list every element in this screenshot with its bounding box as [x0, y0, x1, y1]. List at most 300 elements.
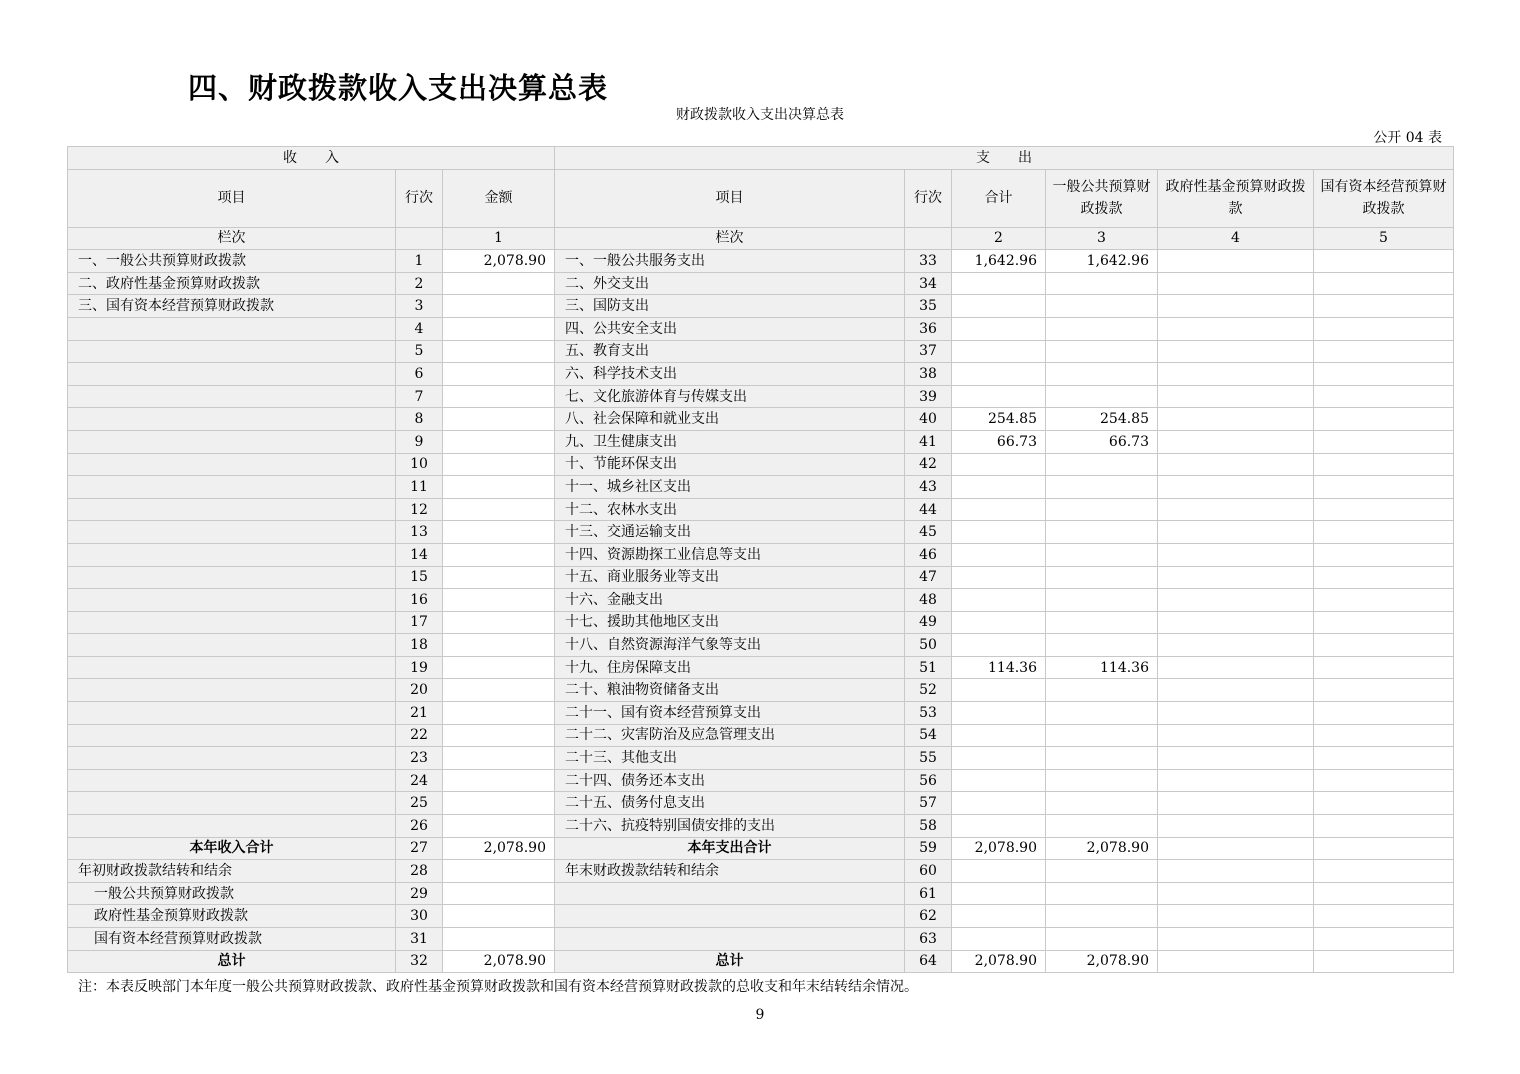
- total-amount: [952, 747, 1046, 770]
- total-amount: 2,078.90: [952, 950, 1046, 973]
- total-amount: [952, 882, 1046, 905]
- expense-item-header: 项目: [555, 169, 905, 227]
- state-capital-amount: [1314, 250, 1454, 273]
- income-item: [68, 589, 396, 612]
- fund-budget-amount: [1158, 860, 1314, 883]
- table-row: [68, 702, 1454, 725]
- general-budget-header: 一般公共预算财政拨款: [1046, 169, 1158, 227]
- general-budget-amount: [1046, 385, 1158, 408]
- income-row-no: 11: [396, 476, 443, 499]
- income-item: [68, 634, 396, 657]
- state-capital-amount: [1314, 589, 1454, 612]
- col-num-blank: [396, 227, 443, 250]
- fund-budget-amount: [1158, 385, 1314, 408]
- income-item: [68, 543, 396, 566]
- general-budget-amount: 2,078.90: [1046, 837, 1158, 860]
- fund-budget-amount: [1158, 340, 1314, 363]
- income-row-no: 5: [396, 340, 443, 363]
- total-amount: 254.85: [952, 408, 1046, 431]
- total-amount: [952, 634, 1046, 657]
- expense-row-no: 38: [905, 363, 952, 386]
- expense-row-no: 42: [905, 453, 952, 476]
- total-header: 合计: [952, 169, 1046, 227]
- income-item: [68, 385, 396, 408]
- expense-row-no: 58: [905, 815, 952, 838]
- income-header: 收 入: [68, 147, 555, 170]
- total-amount: [952, 476, 1046, 499]
- expense-item: 一、一般公共服务支出: [555, 250, 905, 273]
- expense-row-no: 59: [905, 837, 952, 860]
- income-item: [68, 679, 396, 702]
- table-row: [68, 363, 1454, 386]
- income-item: [68, 656, 396, 679]
- state-capital-amount: [1314, 950, 1454, 973]
- expense-row-no: 51: [905, 656, 952, 679]
- expense-item: 十四、资源勘探工业信息等支出: [555, 543, 905, 566]
- table-row: [68, 656, 1454, 679]
- expense-item: 二十四、债务还本支出: [555, 769, 905, 792]
- expense-row-no: 53: [905, 702, 952, 725]
- total-amount: [952, 815, 1046, 838]
- state-capital-amount: [1314, 272, 1454, 295]
- fund-budget-amount: [1158, 905, 1314, 928]
- total-amount: [952, 317, 1046, 340]
- col-label-income: 栏次: [68, 227, 396, 250]
- fund-budget-amount: [1158, 950, 1314, 973]
- fund-budget-amount: [1158, 476, 1314, 499]
- state-capital-amount: [1314, 792, 1454, 815]
- state-capital-amount: [1314, 815, 1454, 838]
- table-row: [68, 340, 1454, 363]
- expense-row-no: 34: [905, 272, 952, 295]
- expense-row-no: 63: [905, 928, 952, 951]
- general-budget-amount: [1046, 815, 1158, 838]
- total-amount: [952, 566, 1046, 589]
- total-amount: [952, 792, 1046, 815]
- general-budget-amount: 114.36: [1046, 656, 1158, 679]
- total-amount: [952, 521, 1046, 544]
- table-row: [68, 272, 1454, 295]
- col-num-1: 1: [443, 227, 555, 250]
- fund-budget-amount: [1158, 453, 1314, 476]
- general-budget-amount: [1046, 679, 1158, 702]
- table-row: [68, 498, 1454, 521]
- income-row-no: 10: [396, 453, 443, 476]
- general-budget-amount: [1046, 611, 1158, 634]
- general-budget-amount: 254.85: [1046, 408, 1158, 431]
- expense-item: [555, 905, 905, 928]
- expense-row-no: 64: [905, 950, 952, 973]
- general-budget-amount: [1046, 363, 1158, 386]
- table-row: [68, 543, 1454, 566]
- fund-budget-amount: [1158, 656, 1314, 679]
- expense-row-no: 45: [905, 521, 952, 544]
- fund-budget-amount: [1158, 430, 1314, 453]
- table-row: [68, 815, 1454, 838]
- income-amount: [443, 476, 555, 499]
- income-row-no: 15: [396, 566, 443, 589]
- income-amount: [443, 589, 555, 612]
- income-item: [68, 317, 396, 340]
- income-amount: [443, 317, 555, 340]
- state-capital-amount: [1314, 747, 1454, 770]
- table-row: [68, 769, 1454, 792]
- general-budget-amount: [1046, 860, 1158, 883]
- income-item: [68, 815, 396, 838]
- total-amount: [952, 340, 1046, 363]
- table-row: [68, 385, 1454, 408]
- expense-item: 二十三、其他支出: [555, 747, 905, 770]
- expense-row-no: 54: [905, 724, 952, 747]
- income-amount: 2,078.90: [443, 950, 555, 973]
- total-amount: [952, 589, 1046, 612]
- income-row-no: 21: [396, 702, 443, 725]
- income-row-no: 20: [396, 679, 443, 702]
- income-amount: [443, 815, 555, 838]
- income-amount: [443, 724, 555, 747]
- expense-item: 二十五、债务付息支出: [555, 792, 905, 815]
- expense-item: 三、国防支出: [555, 295, 905, 318]
- col-label-expense: 栏次: [555, 227, 905, 250]
- income-item: [68, 521, 396, 544]
- general-budget-amount: 2,078.90: [1046, 950, 1158, 973]
- expense-row-no: 52: [905, 679, 952, 702]
- income-item: 年初财政拨款结转和结余: [68, 860, 396, 883]
- income-row-no: 16: [396, 589, 443, 612]
- expense-item: 二十、粮油物资储备支出: [555, 679, 905, 702]
- fund-budget-amount: [1158, 611, 1314, 634]
- income-item: 国有资本经营预算财政拨款: [68, 928, 396, 951]
- total-amount: [952, 702, 1046, 725]
- expense-row-no: 47: [905, 566, 952, 589]
- total-amount: [952, 453, 1046, 476]
- state-capital-amount: [1314, 476, 1454, 499]
- general-budget-amount: [1046, 272, 1158, 295]
- page-number: 9: [755, 1007, 765, 1023]
- general-budget-amount: [1046, 340, 1158, 363]
- expense-item: 十、节能环保支出: [555, 453, 905, 476]
- general-budget-amount: [1046, 747, 1158, 770]
- general-budget-amount: [1046, 792, 1158, 815]
- income-item: [68, 453, 396, 476]
- general-budget-amount: [1046, 769, 1158, 792]
- expense-item: 九、卫生健康支出: [555, 430, 905, 453]
- income-row-no: 18: [396, 634, 443, 657]
- expense-item: 十五、商业服务业等支出: [555, 566, 905, 589]
- table-row: [68, 476, 1454, 499]
- income-item: [68, 747, 396, 770]
- income-row-no: 23: [396, 747, 443, 770]
- income-row-no: 17: [396, 611, 443, 634]
- expense-row-no: 43: [905, 476, 952, 499]
- income-item: 二、政府性基金预算财政拨款: [68, 272, 396, 295]
- total-amount: [952, 769, 1046, 792]
- general-budget-amount: [1046, 295, 1158, 318]
- table-row: [68, 950, 1454, 973]
- state-capital-amount: [1314, 317, 1454, 340]
- income-row-no: 29: [396, 882, 443, 905]
- expense-row-no: 36: [905, 317, 952, 340]
- fund-budget-amount: [1158, 543, 1314, 566]
- general-budget-amount: [1046, 882, 1158, 905]
- footnote: 注：本表反映部门本年度一般公共预算财政拨款、政府性基金预算财政拨款和国有资本经营预算财政拨款的总收支和年末结转结余情况。: [78, 979, 918, 995]
- total-amount: [952, 928, 1046, 951]
- table-row: [68, 792, 1454, 815]
- expense-row-no: 57: [905, 792, 952, 815]
- fund-budget-amount: [1158, 566, 1314, 589]
- state-capital-amount: [1314, 408, 1454, 431]
- income-item: [68, 408, 396, 431]
- income-amount: [443, 521, 555, 544]
- income-item: [68, 476, 396, 499]
- income-amount: [443, 634, 555, 657]
- fund-budget-amount: [1158, 769, 1314, 792]
- col-num-3: 3: [1046, 227, 1158, 250]
- income-amount: [443, 430, 555, 453]
- income-item: 一般公共预算财政拨款: [68, 882, 396, 905]
- fund-budget-amount: [1158, 498, 1314, 521]
- income-amount: [443, 498, 555, 521]
- income-amount: [443, 295, 555, 318]
- income-row-no: 8: [396, 408, 443, 431]
- state-capital-amount: [1314, 656, 1454, 679]
- expense-row-no: 40: [905, 408, 952, 431]
- state-capital-amount: [1314, 724, 1454, 747]
- table-row: [68, 453, 1454, 476]
- income-amount: [443, 385, 555, 408]
- expense-row-no: 56: [905, 769, 952, 792]
- income-item: [68, 498, 396, 521]
- income-row-no: 1: [396, 250, 443, 273]
- state-capital-amount: [1314, 566, 1454, 589]
- income-amount: [443, 905, 555, 928]
- expense-item: 十七、援助其他地区支出: [555, 611, 905, 634]
- fund-budget-amount: [1158, 679, 1314, 702]
- state-capital-amount: [1314, 295, 1454, 318]
- fund-budget-amount: [1158, 363, 1314, 386]
- income-amount: [443, 408, 555, 431]
- income-row-no: 2: [396, 272, 443, 295]
- income-row-no: 30: [396, 905, 443, 928]
- expense-item: 十八、自然资源海洋气象等支出: [555, 634, 905, 657]
- expense-header: 支 出: [555, 147, 1454, 170]
- general-budget-amount: [1046, 543, 1158, 566]
- expense-item: 二十六、抗疫特别国债安排的支出: [555, 815, 905, 838]
- income-row-no: 32: [396, 950, 443, 973]
- table-subtitle: 财政拨款收入支出决算总表: [676, 107, 844, 123]
- total-amount: 114.36: [952, 656, 1046, 679]
- income-item: 政府性基金预算财政拨款: [68, 905, 396, 928]
- general-budget-amount: [1046, 521, 1158, 544]
- income-item: 三、国有资本经营预算财政拨款: [68, 295, 396, 318]
- income-row-no: 6: [396, 363, 443, 386]
- expense-item: 十三、交通运输支出: [555, 521, 905, 544]
- state-capital-amount: [1314, 363, 1454, 386]
- total-amount: [952, 543, 1046, 566]
- income-item: [68, 724, 396, 747]
- general-budget-amount: [1046, 905, 1158, 928]
- fund-budget-amount: [1158, 521, 1314, 544]
- general-budget-amount: [1046, 317, 1158, 340]
- state-capital-amount: [1314, 611, 1454, 634]
- income-item: [68, 566, 396, 589]
- total-amount: 1,642.96: [952, 250, 1046, 273]
- general-budget-amount: [1046, 453, 1158, 476]
- income-row-no: 28: [396, 860, 443, 883]
- expense-row-no: 44: [905, 498, 952, 521]
- general-budget-amount: [1046, 724, 1158, 747]
- income-amount: [443, 453, 555, 476]
- total-amount: [952, 498, 1046, 521]
- income-amount: [443, 882, 555, 905]
- income-amount: [443, 340, 555, 363]
- general-budget-amount: [1046, 702, 1158, 725]
- income-row-no: 19: [396, 656, 443, 679]
- expense-row-no: 48: [905, 589, 952, 612]
- income-item: 总计: [68, 950, 396, 973]
- income-row-no: 25: [396, 792, 443, 815]
- general-budget-amount: [1046, 566, 1158, 589]
- state-capital-amount: [1314, 702, 1454, 725]
- expense-item: 十二、农林水支出: [555, 498, 905, 521]
- income-item: [68, 611, 396, 634]
- expense-row-no: 35: [905, 295, 952, 318]
- expense-item: 本年支出合计: [555, 837, 905, 860]
- total-amount: 66.73: [952, 430, 1046, 453]
- total-amount: [952, 724, 1046, 747]
- fund-budget-amount: [1158, 634, 1314, 657]
- fund-budget-amount: [1158, 724, 1314, 747]
- total-amount: [952, 905, 1046, 928]
- total-amount: [952, 272, 1046, 295]
- expense-item: 总计: [555, 950, 905, 973]
- expense-row-no: 49: [905, 611, 952, 634]
- expense-row-no: 37: [905, 340, 952, 363]
- state-capital-amount: [1314, 769, 1454, 792]
- state-capital-amount: [1314, 385, 1454, 408]
- expense-item: 七、文化旅游体育与传媒支出: [555, 385, 905, 408]
- expense-item: 十一、城乡社区支出: [555, 476, 905, 499]
- income-row-no: 26: [396, 815, 443, 838]
- state-capital-amount: [1314, 928, 1454, 951]
- total-amount: 2,078.90: [952, 837, 1046, 860]
- income-amount: [443, 611, 555, 634]
- col-num-5: 5: [1314, 227, 1454, 250]
- general-budget-amount: [1046, 589, 1158, 612]
- table-row: [68, 928, 1454, 951]
- income-amount: [443, 566, 555, 589]
- expense-row-no: 55: [905, 747, 952, 770]
- table-row: [68, 634, 1454, 657]
- expense-item: 二、外交支出: [555, 272, 905, 295]
- expense-item: [555, 882, 905, 905]
- table-row: [68, 589, 1454, 612]
- table-row: [68, 905, 1454, 928]
- table-row: [68, 408, 1454, 431]
- fund-budget-amount: [1158, 747, 1314, 770]
- total-amount: [952, 385, 1046, 408]
- income-amount: [443, 543, 555, 566]
- fund-budget-amount: [1158, 589, 1314, 612]
- expense-row-no: 33: [905, 250, 952, 273]
- income-row-no: 24: [396, 769, 443, 792]
- expense-item: 年末财政拨款结转和结余: [555, 860, 905, 883]
- expense-row-no: 41: [905, 430, 952, 453]
- table-row: [68, 724, 1454, 747]
- income-row-no: 4: [396, 317, 443, 340]
- fund-budget-amount: [1158, 702, 1314, 725]
- income-amount: [443, 769, 555, 792]
- expense-item: 八、社会保障和就业支出: [555, 408, 905, 431]
- table-row: [68, 566, 1454, 589]
- expense-row-no: 50: [905, 634, 952, 657]
- expense-item: 十九、住房保障支出: [555, 656, 905, 679]
- expense-item: 六、科学技术支出: [555, 363, 905, 386]
- state-capital-amount: [1314, 837, 1454, 860]
- state-capital-amount: [1314, 882, 1454, 905]
- fund-budget-amount: [1158, 317, 1314, 340]
- expense-row-no: 62: [905, 905, 952, 928]
- fund-budget-amount: [1158, 408, 1314, 431]
- table-row: [68, 860, 1454, 883]
- table-row: [68, 250, 1454, 273]
- expense-item: 二十二、灾害防治及应急管理支出: [555, 724, 905, 747]
- general-budget-amount: 66.73: [1046, 430, 1158, 453]
- expense-item: 二十一、国有资本经营预算支出: [555, 702, 905, 725]
- expense-item: 四、公共安全支出: [555, 317, 905, 340]
- income-amount: [443, 272, 555, 295]
- income-row-no: 22: [396, 724, 443, 747]
- general-budget-amount: [1046, 634, 1158, 657]
- expense-item: 五、教育支出: [555, 340, 905, 363]
- state-capital-amount: [1314, 634, 1454, 657]
- income-amount: [443, 928, 555, 951]
- income-amount: 2,078.90: [443, 250, 555, 273]
- table-row: [68, 295, 1454, 318]
- state-capital-amount: [1314, 860, 1454, 883]
- income-amount: 2,078.90: [443, 837, 555, 860]
- income-item: [68, 769, 396, 792]
- income-amount: [443, 679, 555, 702]
- state-capital-amount: [1314, 430, 1454, 453]
- expense-row-no: 60: [905, 860, 952, 883]
- income-item: [68, 702, 396, 725]
- col-num-4: 4: [1158, 227, 1314, 250]
- budget-table: [67, 146, 1454, 973]
- state-capital-amount: [1314, 679, 1454, 702]
- income-row-no: 31: [396, 928, 443, 951]
- fund-budget-amount: [1158, 250, 1314, 273]
- income-row-no: 7: [396, 385, 443, 408]
- state-capital-amount: [1314, 340, 1454, 363]
- state-capital-amount: [1314, 498, 1454, 521]
- total-amount: [952, 363, 1046, 386]
- income-item-header: 项目: [68, 169, 396, 227]
- table-row: [68, 882, 1454, 905]
- fund-budget-amount: [1158, 882, 1314, 905]
- income-row-no: 12: [396, 498, 443, 521]
- fund-budget-amount: [1158, 272, 1314, 295]
- fund-budget-amount: [1158, 815, 1314, 838]
- income-item: [68, 340, 396, 363]
- income-item: [68, 792, 396, 815]
- income-amount: [443, 860, 555, 883]
- general-budget-amount: [1046, 928, 1158, 951]
- fund-budget-amount: [1158, 295, 1314, 318]
- total-amount: [952, 611, 1046, 634]
- income-item: 一、一般公共预算财政拨款: [68, 250, 396, 273]
- income-item: 本年收入合计: [68, 837, 396, 860]
